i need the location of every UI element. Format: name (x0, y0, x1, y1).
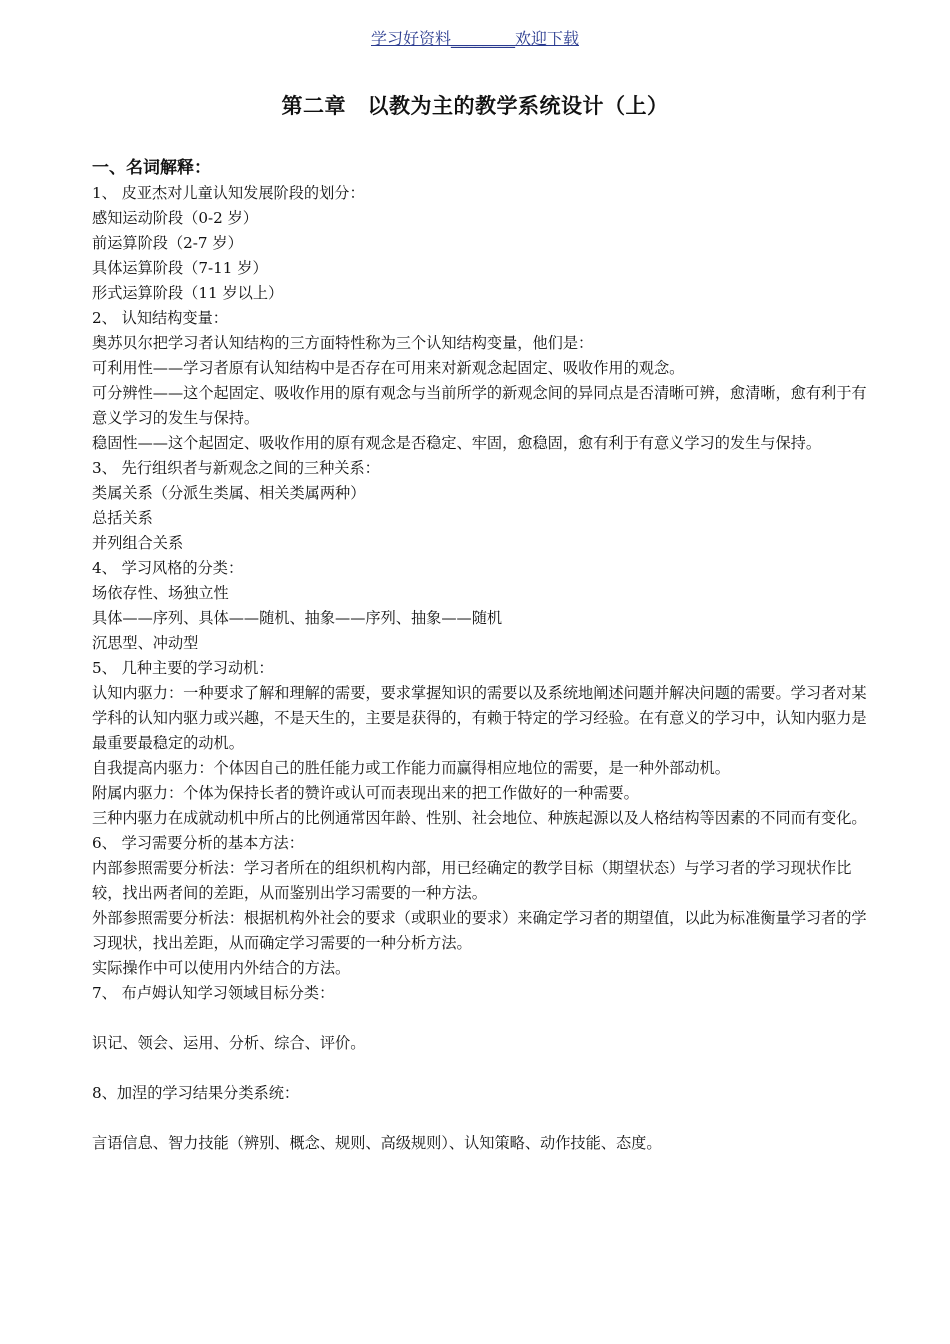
text-line: 场依存性、场独立性 (92, 584, 229, 602)
text-line: 言语信息、智力技能（辨别、概念、规则、高级规则）、认知策略、动作技能、态度。 (92, 1134, 662, 1152)
text-line: 自我提高内驱力：个体因自己的胜任能力或工作能力而赢得相应地位的需要，是一种外部动机。 (92, 759, 730, 777)
text-line: 7、 布卢姆认知学习领域目标分类： (92, 984, 335, 1002)
spacer (92, 1106, 872, 1131)
text-line: 总括关系 (92, 509, 153, 527)
text-line: 4、 学习风格的分类： (92, 559, 244, 577)
section-heading: 一、名词解释： (92, 158, 211, 178)
header-link-download[interactable]: 欢迎下载 (515, 29, 580, 48)
text-line: 具体——序列、具体——随机、抽象——序列、抽象——随机 (92, 609, 503, 627)
text-line: 感知运动阶段（0-2 岁） (92, 209, 258, 227)
spacer (92, 1006, 872, 1031)
text-line: 1、 皮亚杰对儿童认知发展阶段的划分： (92, 184, 365, 202)
text-line: 三种内驱力在成就动机中所占的比例通常因年龄、性别、社会地位、种族起源以及人格结构等因素的不同而有变化。 (92, 809, 867, 827)
text-line: 具体运算阶段（7-11 岁） (92, 259, 268, 277)
header-link-study[interactable]: 学习好资料 (370, 29, 451, 48)
text-line: 实际操作中可以使用内外结合的方法。 (92, 959, 351, 977)
text-line: 前运算阶段（2-7 岁） (92, 234, 243, 252)
page-header (0, 26, 950, 49)
document-body (92, 156, 872, 1156)
text-line: 识记、领会、运用、分析、综合、评价。 (92, 1034, 366, 1052)
header-separator: ________ (451, 29, 515, 48)
text-line: 2、 认知结构变量： (92, 309, 228, 327)
text-line: 并列组合关系 (92, 534, 184, 552)
text-line: 类属关系（分派生类属、相关类属两种） (92, 484, 366, 502)
text-line: 5、 几种主要的学习动机： (92, 659, 274, 677)
text-line: 沉思型、冲动型 (92, 634, 199, 652)
text-line: 内部参照需要分析法：学习者所在的组织机构内部，用已经确定的教学目标（期望状态）与学习者的学习现状作比较，找出两者间的差距，从而鉴别出学习需要的一种方法。 (92, 859, 852, 902)
text-line: 外部参照需要分析法：根据机构外社会的要求（或职业的要求）来确定学习者的期望值，以此为标准衡量学习者的学习现状，找出差距，从而确定学习需要的一种分析方法。 (92, 909, 867, 952)
text-line: 稳固性——这个起固定、吸收作用的原有观念是否稳定、牢固，愈稳固，愈有利于有意义学习的发生与保持。 (92, 434, 821, 452)
text-line: 3、 先行组织者与新观念之间的三种关系： (92, 459, 380, 477)
text-line: 6、 学习需要分析的基本方法： (92, 834, 304, 852)
text-line: 可利用性——学习者原有认知结构中是否存在可用来对新观念起固定、吸收作用的观念。 (92, 359, 685, 377)
text-line: 可分辨性——这个起固定、吸收作用的原有观念与当前所学的新观念间的异同点是否清晰可辨，愈清晰，愈有利于有意义学习的发生与保持。 (92, 384, 867, 427)
text-line: 认知内驱力：一种要求了解和理解的需要，要求掌握知识的需要以及系统地阐述问题并解决问题的需要。学习者对某学科的认知内驱力或兴趣，不是天生的，主要是获得的，有赖于特定的学习经验。在有意义的学习中，认知内驱力是最重要最稳定的动机。 (92, 684, 867, 752)
text-line: 形式运算阶段（11 岁以上） (92, 284, 284, 302)
chapter-title: 第二章 以教为主的教学系统设计（上） (281, 94, 669, 118)
spacer (92, 1056, 872, 1081)
text-line: 附属内驱力：个体为保持长者的赞许或认可而表现出来的把工作做好的一种需要。 (92, 784, 639, 802)
text-line: 8、加涅的学习结果分类系统： (92, 1084, 300, 1102)
text-line: 奥苏贝尔把学习者认知结构的三方面特性称为三个认知结构变量，他们是： (92, 334, 594, 352)
